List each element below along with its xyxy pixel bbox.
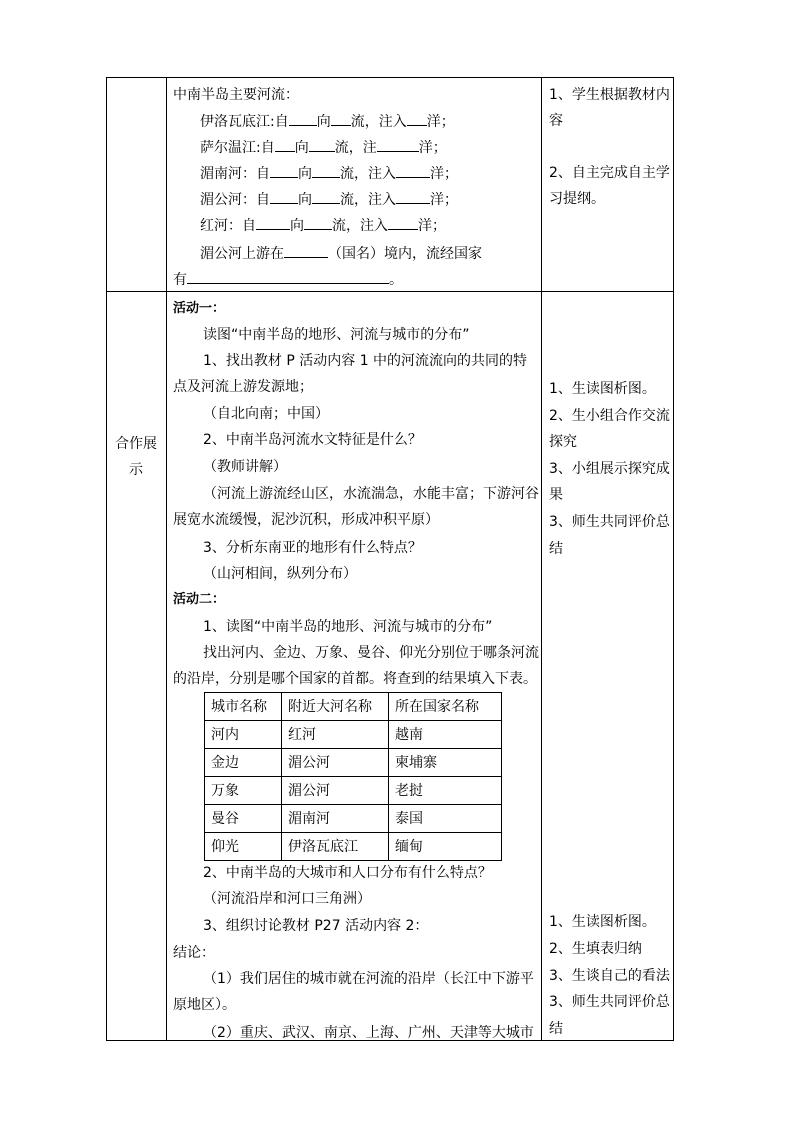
table-row	[205, 805, 502, 833]
right-note: 探究	[549, 434, 577, 450]
table-row	[205, 833, 502, 861]
blank[interactable]	[270, 165, 298, 178]
column-divider-right	[541, 78, 542, 1040]
rivers-heading: 中南半岛主要河流：	[173, 87, 299, 103]
blank[interactable]	[309, 139, 335, 152]
river-line-salween: 萨尔温江:自 向 流，注 洋；	[200, 140, 447, 156]
right-note: 3、师生共同评价总	[549, 994, 670, 1010]
blank[interactable]	[187, 271, 389, 284]
activity-line: 找出河内、金边、万象、曼谷、仰光分别位于哪条河流	[203, 645, 539, 661]
activity-line: （2）重庆、武汉、南京、上海、广州、天津等大城市	[203, 1025, 534, 1041]
blank[interactable]	[312, 165, 340, 178]
right-note: 习提纲。	[549, 191, 605, 207]
river-line-mekong: 湄公河：自 向 流，注入 洋；	[200, 192, 458, 208]
activity-line: （河流上游流经山区，水流湍急，水能丰富；下游河谷	[203, 486, 539, 502]
mekong-upper-line: 湄公河上游在 （国名）境内，流经国家	[200, 246, 482, 262]
blank[interactable]	[396, 191, 430, 204]
table-cell: 金边	[205, 749, 282, 777]
blank[interactable]	[331, 113, 351, 126]
table-cell: 泰国	[389, 805, 502, 833]
blank[interactable]	[388, 217, 418, 230]
right-note: 3、小组展示探究成	[549, 461, 670, 477]
table-cell: 河内	[205, 721, 282, 749]
river-line-chao-phraya: 湄南河：自 向 流，注入 洋；	[200, 166, 458, 182]
table-header: 附近大河名称	[282, 693, 389, 721]
activity-line: 3、组织讨论教材 P27 活动内容 2：	[203, 918, 429, 934]
city-table	[204, 692, 502, 861]
right-note: 2、生小组合作交流	[549, 408, 670, 424]
right-note: 结	[549, 541, 563, 557]
table-cell: 曼谷	[205, 805, 282, 833]
activity-line: 2、中南半岛的大城市和人口分布有什么特点？	[203, 865, 492, 881]
table-cell: 老挝	[389, 777, 502, 805]
blank[interactable]	[304, 217, 332, 230]
activity-line: 结论：	[173, 945, 215, 961]
activity-line: 展宽水流缓慢，泥沙沉积，形成冲积平原）	[173, 512, 439, 528]
right-note: 果	[549, 487, 563, 503]
right-note: 2、自主完成自主学	[549, 165, 670, 181]
activity-line: （自北向南；中国）	[203, 406, 329, 422]
activity-line: （山河相间，纵列分布）	[203, 566, 357, 582]
right-note: 3、师生共同评价总	[549, 514, 670, 530]
row-divider	[107, 291, 673, 292]
table-header-row	[205, 693, 502, 721]
blank[interactable]	[289, 113, 317, 126]
activity-line: （河流沿岸和河口三角洲）	[203, 891, 371, 907]
blank[interactable]	[377, 139, 419, 152]
right-note: 结	[549, 1021, 563, 1037]
activity-line: 读图“中南半岛的地形、河流与城市的分布”	[203, 327, 470, 343]
table-cell: 伊洛瓦底江	[282, 833, 389, 861]
table-row	[205, 721, 502, 749]
right-note: 容	[549, 113, 563, 129]
table-row	[205, 749, 502, 777]
table-cell: 湄公河	[282, 777, 389, 805]
right-note: 2、生填表归纳	[549, 941, 642, 957]
table-row	[205, 777, 502, 805]
right-note: 3、生谈自己的看法	[549, 968, 670, 984]
activity-line: （1）我们居住的城市就在河流的沿岸（长江中下游平	[203, 971, 534, 987]
table-cell: 湄公河	[282, 749, 389, 777]
activity-line: 1、找出教材 P 活动内容 1 中的河流流向的共同的特	[203, 353, 528, 369]
activity-two-title: 活动二：	[173, 592, 226, 607]
table-cell: 湄南河	[282, 805, 389, 833]
blank[interactable]	[407, 113, 427, 126]
table-cell: 越南	[389, 721, 502, 749]
blank[interactable]	[256, 217, 290, 230]
table-cell: 万象	[205, 777, 282, 805]
blank[interactable]	[284, 245, 328, 258]
river-line-irrawaddy: 伊洛瓦底江:自 向 流，注入 洋；	[200, 114, 455, 130]
table-cell: 缅甸	[389, 833, 502, 861]
column-divider-left	[166, 78, 167, 1040]
activity-line: （教师讲解）	[203, 459, 287, 475]
activity-line: 的沿岸，分别是哪个国家的首都。将查到的结果填入下表。	[173, 671, 537, 687]
activity-line: 3、分析东南亚的地形有什么特点？	[203, 540, 422, 556]
table-header: 所在国家名称	[389, 693, 502, 721]
table-cell: 柬埔寨	[389, 749, 502, 777]
blank[interactable]	[275, 139, 295, 152]
right-note: 1、学生根据教材内	[549, 87, 670, 103]
table-cell: 红河	[282, 721, 389, 749]
blank[interactable]	[270, 191, 298, 204]
river-line-red: 红河：自 向 流，注入 洋；	[200, 218, 446, 234]
activity-line: 点及河流上游发源地；	[173, 379, 313, 395]
blank[interactable]	[312, 191, 340, 204]
section-label: 合作展	[115, 436, 157, 452]
activity-line: 1、读图“中南半岛的地形、河流与城市的分布”	[203, 619, 493, 635]
right-note: 1、生读图析图。	[549, 381, 656, 397]
countries-line: 有 。	[173, 272, 403, 288]
blank[interactable]	[396, 165, 430, 178]
activity-one-title: 活动一：	[173, 301, 226, 316]
right-note: 1、生读图析图。	[549, 914, 656, 930]
table-header: 城市名称	[205, 693, 282, 721]
section-label: 示	[129, 462, 143, 478]
activity-line: 原地区）。	[173, 997, 236, 1013]
table-cell: 仰光	[205, 833, 282, 861]
activity-line: 2、中南半岛河流水文特征是什么？	[203, 432, 422, 448]
